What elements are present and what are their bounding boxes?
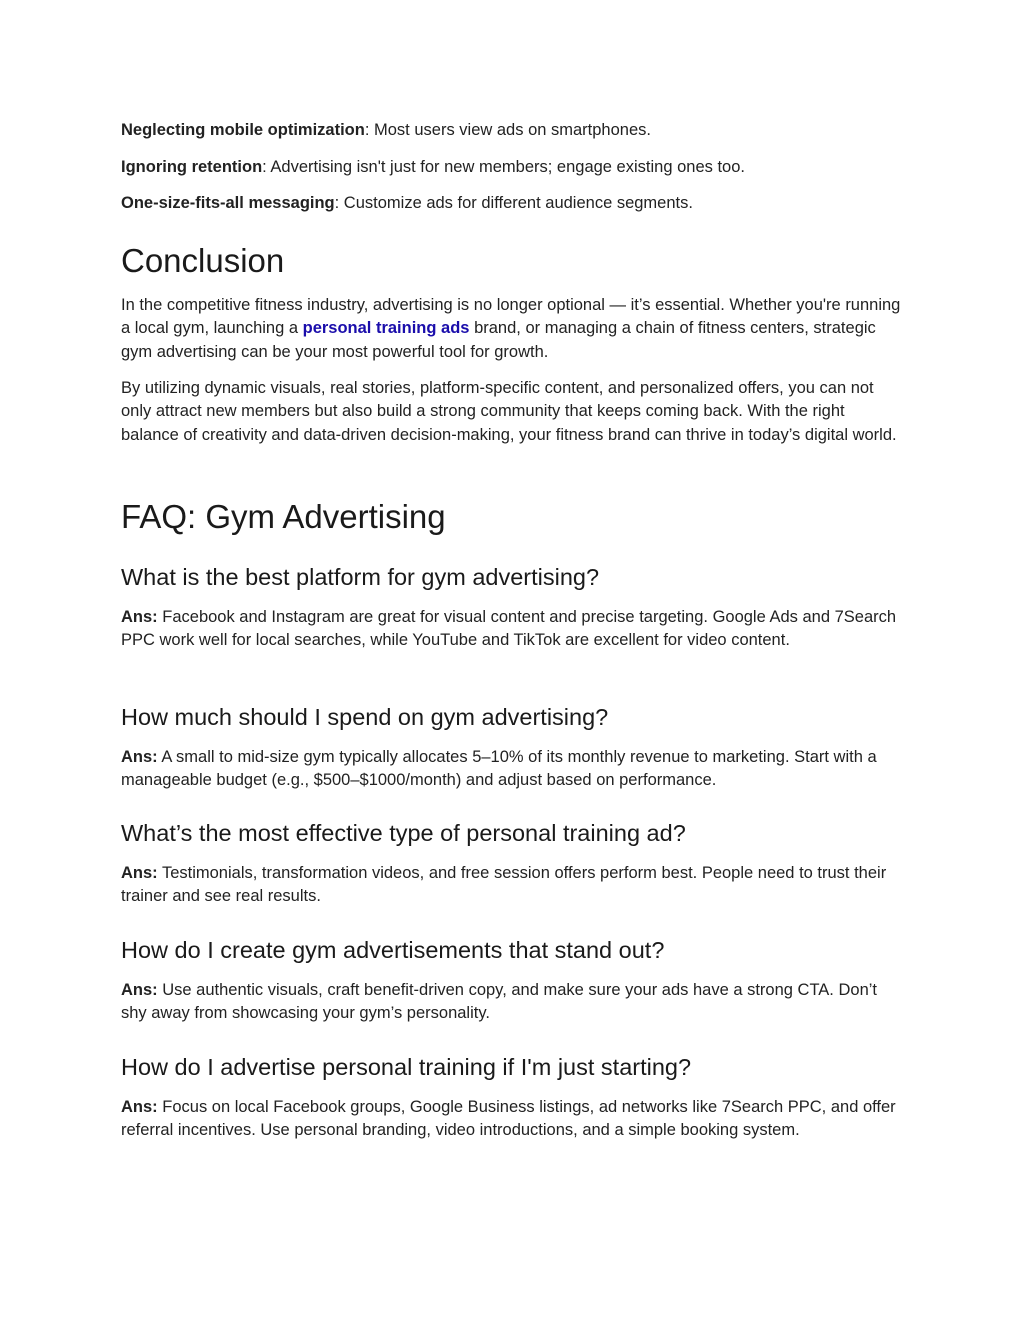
mistake-item [121,119,903,142]
faq-answer [121,979,903,1026]
ans-label: Ans: [121,1098,158,1116]
faq-question: How do I create gym advertisements that stand out? [121,937,665,963]
faq-answer-text: A small to mid-size gym typically allocates 5–10% of its monthly revenue to marketing. Start with a manageable budget (e.g., $500–$1000/month) and adjust based on performance. [121,748,877,790]
ans-label: Ans: [121,608,158,626]
faq-answer-text: Use authentic visuals, craft benefit-driven copy, and make sure your ads have a strong CTA. Don’t shy away from showcasing your gym’s personality. [121,981,877,1023]
conclusion-paragraph-2: By utilizing dynamic visuals, real stories, platform-specific content, and personalized offers, you can not only attract new members but also build a strong community that keeps coming back. With the right balance of creativity and data-driven decision-making, your fitness brand can thrive in today’s digital world. [121,379,897,444]
faq-answer-text: Testimonials, transformation videos, and free session offers perform best. People need to trust their trainer and see real results. [121,864,887,906]
mistake-term: Ignoring retention [121,158,263,176]
faq-answer [121,862,903,909]
faq-answer [121,746,903,793]
faq-question: How much should I spend on gym advertising? [121,704,609,730]
faq-question: How do I advertise personal training if I'm just starting? [121,1054,692,1080]
mistake-term: Neglecting mobile optimization [121,121,365,139]
conclusion-heading: Conclusion [121,242,285,279]
ans-label: Ans: [121,748,158,766]
faq-question: What’s the most effective type of personal training ad? [121,820,686,846]
mistake-description: : Most users view ads on smartphones. [364,121,651,139]
faq-answer [121,1096,903,1143]
faq-answer-text: Facebook and Instagram are great for visual content and precise targeting. Google Ads and 7Search PPC work well for local searches, while YouTube and TikTok are excellent for video content. [121,608,897,650]
faq-answer-text: Focus on local Facebook groups, Google Business listings, ad networks like 7Search PPC, and offer referral incentives. Use personal branding, video introductions, and a simple booking system. [121,1098,896,1140]
mistake-description: : Customize ads for different audience segments. [334,194,693,212]
mistake-description: : Advertising isn't just for new members; engage existing ones too. [262,158,745,176]
conclusion-paragraph-1 [121,294,903,364]
ans-label: Ans: [121,981,158,999]
faq-question: What is the best platform for gym advertising? [121,564,600,590]
conclusion-text: In the competitive fitness industry, advertising is no longer optional — it’s essential. Whether you're running a local gym, launching a [121,296,901,338]
conclusion-text: brand, or managing a chain of fitness centers, strategic gym advertising can be your most powerful tool for growth. [121,319,876,361]
mistake-term: One-size-fits-all messaging [121,194,335,212]
mistake-item [121,156,903,179]
faq-heading: FAQ: Gym Advertising [121,498,446,535]
faq-answer [121,606,903,653]
ans-label: Ans: [121,864,158,882]
mistake-item [121,192,903,215]
personal-training-ads-link[interactable]: personal training ads [302,319,470,338]
